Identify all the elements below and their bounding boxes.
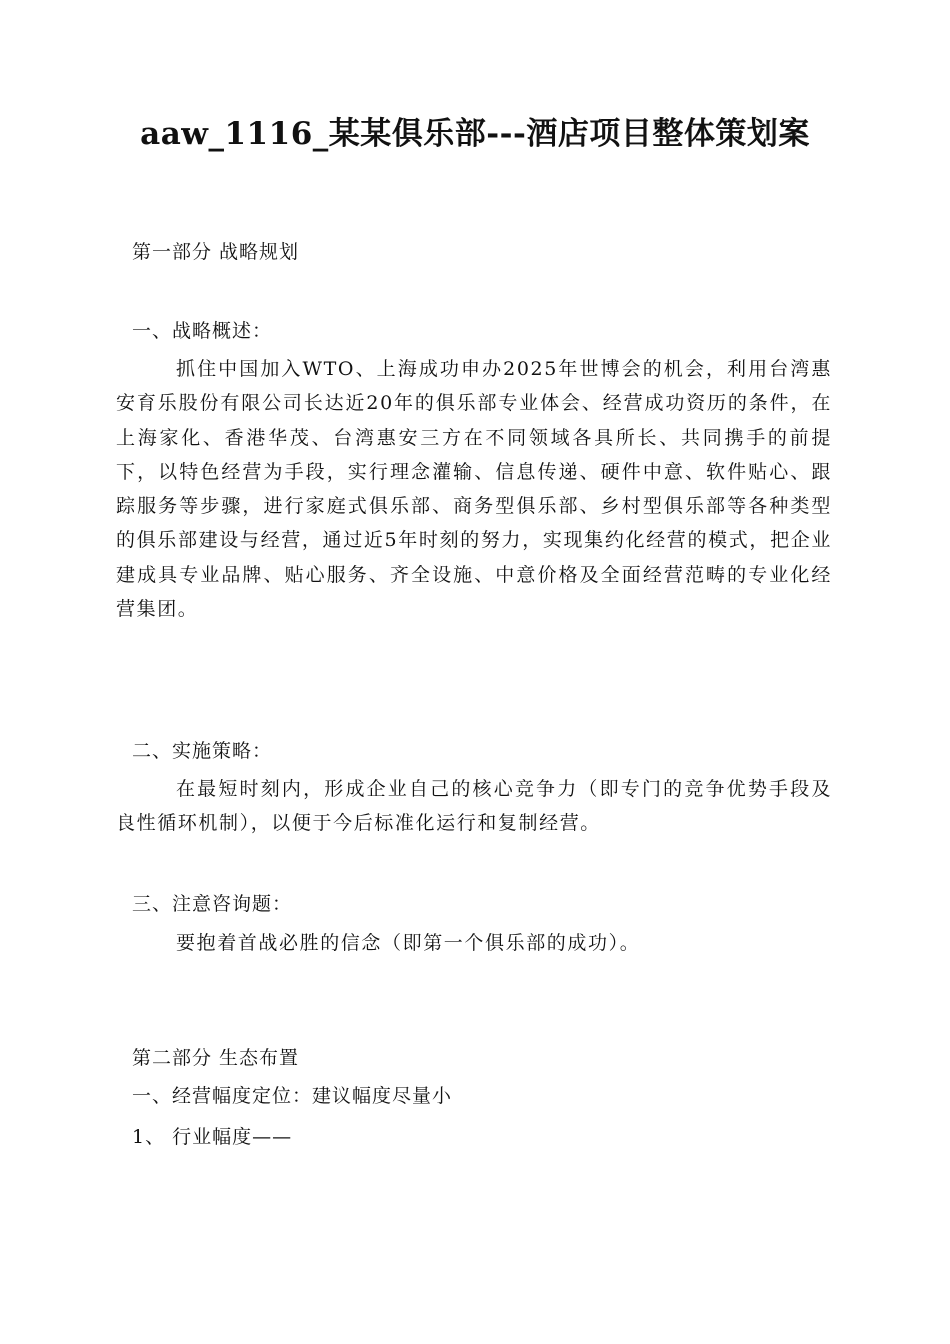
section2-body: 在最短时刻内，形成企业自己的核心竞争力（即专门的竞争优势手段及良性循环机制），以便于今后标准化运行和复制经营。 xyxy=(116,778,832,835)
section1-body: 抓住中国加入WTO、上海成功申办2025年世博会的机会，利用台湾惠安育乐股份有限公司长达近20年的俱乐部专业体会、经营成功资历的条件，在上海家化、香港华茂、台湾惠安三方在不同领域各具所长、共同携手的前提下，以特色经营为手段，实行理念灌输、信息传递、硬件中意、软件贴心、跟踪服务等步骤，进行家庭式俱乐部、商务型俱乐部、乡村型俱乐部等各种类型的俱乐部建设与经营，通过近5年时刻的努力，实现集约化经营的模式，把企业建成具专业品牌、贴心服务、齐全设施、中意价格及全面经营范畴的专业化经营集团。 xyxy=(116,358,832,621)
part2-item-1: 一、经营幅度定位：建议幅度尽量小 xyxy=(132,1085,453,1107)
part2-item-2: 1、 行业幅度—— xyxy=(132,1126,293,1148)
section1-heading: 一、战略概述： xyxy=(132,320,273,342)
section2-heading: 二、实施策略： xyxy=(132,740,273,762)
document-title: aaw_1116_某某俱乐部---酒店项目整体策划案 xyxy=(140,116,810,152)
section3-body: 要抱着首战必胜的信念（即第一个俱乐部的成功）。 xyxy=(176,932,641,954)
part1-heading: 第一部分 战略规划 xyxy=(132,241,300,263)
section3-heading: 三、注意咨询题： xyxy=(132,893,293,915)
part2-heading: 第二部分 生态布置 xyxy=(132,1047,300,1069)
